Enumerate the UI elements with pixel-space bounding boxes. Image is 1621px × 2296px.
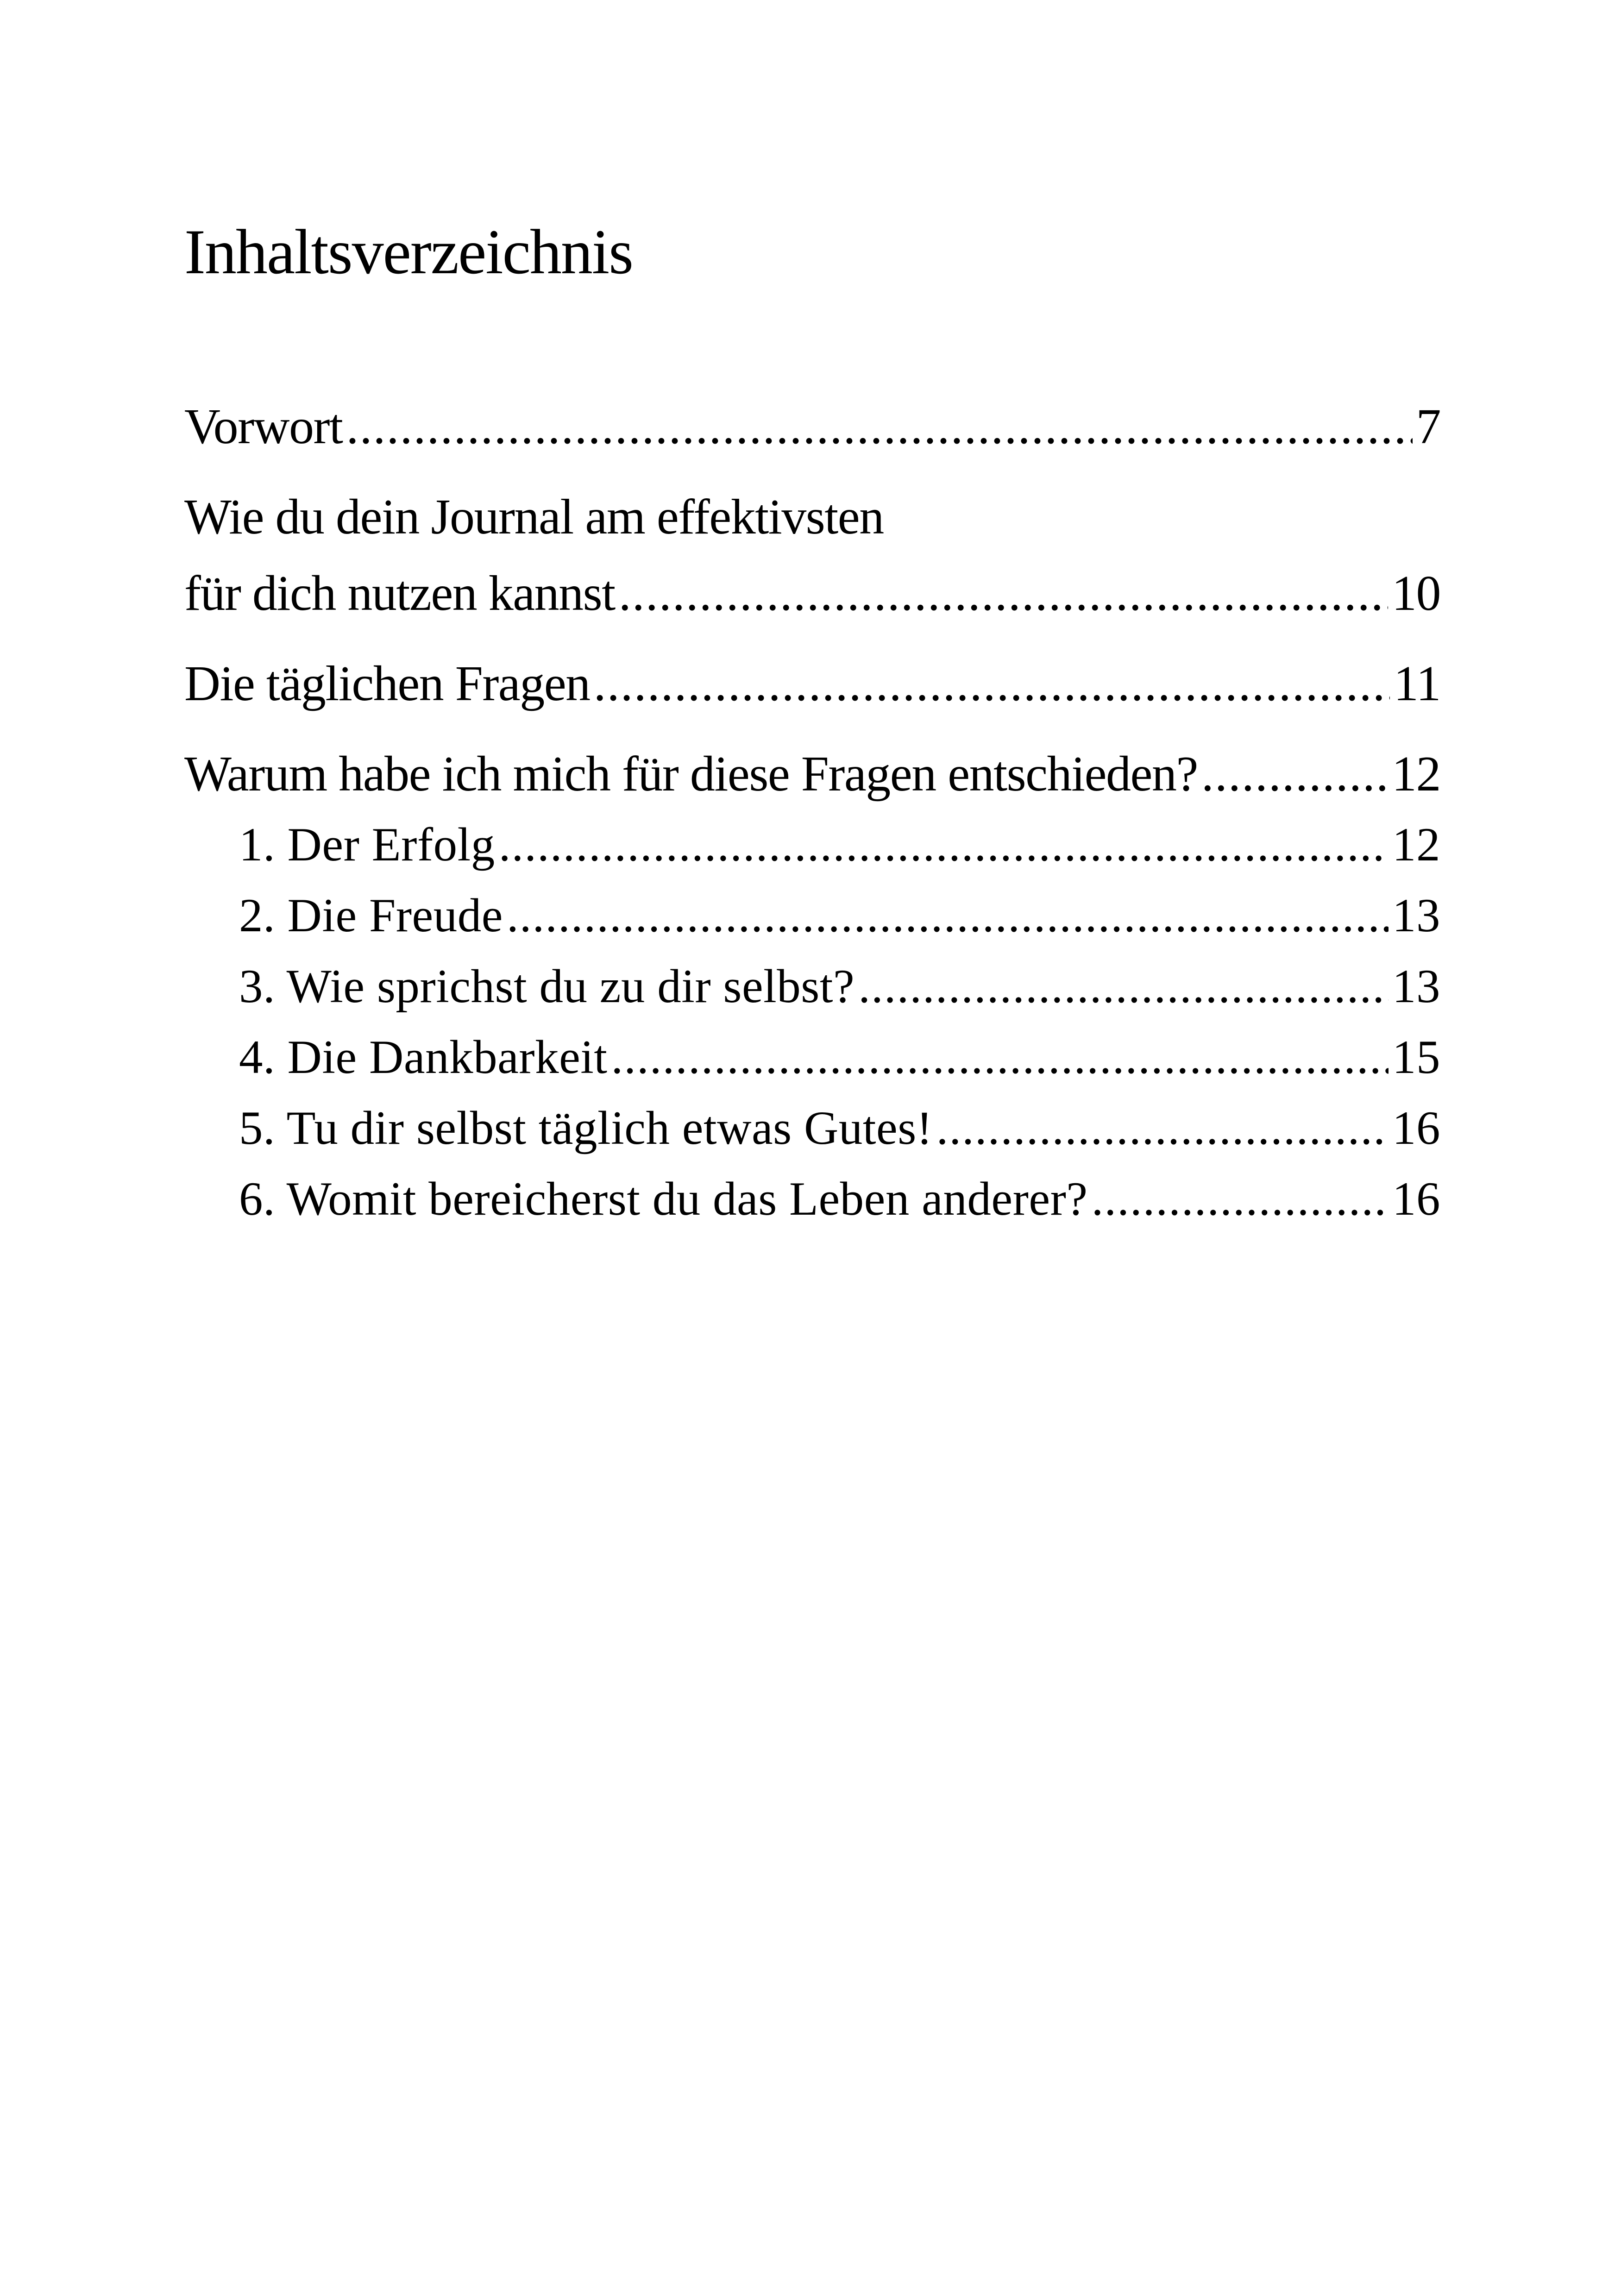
toc-entry-label: Warum habe ich mich für diese Fragen entschieden?	[184, 747, 1198, 802]
dot-leader	[611, 1030, 1389, 1085]
toc-entry-warum[interactable]	[184, 746, 1440, 803]
toc-entry-journal-line1[interactable]: Wie du dein Journal am effektivsten	[184, 489, 884, 545]
toc-entry-label: Vorwort	[184, 399, 343, 454]
toc-entry-vorwort[interactable]	[184, 398, 1440, 456]
dot-leader	[499, 817, 1389, 872]
toc-page-number: 12	[1392, 747, 1440, 802]
toc-entry-label: für dich nutzen kannst	[184, 566, 615, 621]
toc-entry-fragen[interactable]	[184, 655, 1440, 713]
dot-leader	[507, 888, 1389, 943]
dot-leader	[936, 1101, 1389, 1155]
toc-subentry-label: 6. Womit bereicherst du das Leben anderer?	[239, 1173, 1088, 1225]
toc-subentry-label: 4. Die Dankbarkeit	[239, 1031, 608, 1084]
toc-page-number: 13	[1392, 960, 1440, 1013]
toc-page-number: 12	[1392, 818, 1440, 871]
dot-leader	[858, 959, 1389, 1014]
toc-subentry-leben[interactable]	[239, 1172, 1440, 1226]
toc-page-number: 16	[1392, 1102, 1440, 1154]
toc-page-number: 10	[1392, 566, 1440, 621]
toc-page-number: 7	[1416, 399, 1440, 454]
toc-subentry-freude[interactable]	[239, 888, 1440, 943]
toc-subentry-label: 5. Tu dir selbst täglich etwas Gutes!	[239, 1102, 933, 1154]
dot-leader	[346, 398, 1413, 456]
toc-subentry-erfolg[interactable]	[239, 817, 1440, 872]
toc-page-number: 16	[1392, 1173, 1440, 1225]
toc-entry-label: Die täglichen Fragen	[184, 656, 590, 711]
dot-leader	[619, 565, 1388, 622]
page-title: Inhaltsverzeichnis	[184, 216, 633, 287]
dot-leader	[594, 655, 1390, 713]
toc-subentry-gutes[interactable]	[239, 1101, 1440, 1155]
toc-subentry-label: 2. Die Freude	[239, 889, 503, 942]
toc-subentry-dankbarkeit[interactable]	[239, 1030, 1440, 1085]
toc-subentry-label: 3. Wie sprichst du zu dir selbst?	[239, 960, 855, 1013]
dot-leader	[1201, 746, 1388, 803]
toc-page-number: 11	[1394, 656, 1440, 711]
toc-entry-journal[interactable]	[184, 565, 1440, 622]
dot-leader	[1092, 1172, 1389, 1226]
toc-page-number: 13	[1392, 889, 1440, 942]
toc-page-number: 15	[1392, 1031, 1440, 1084]
toc-subentry-label: 1. Der Erfolg	[239, 818, 495, 871]
toc-subentry-selbst[interactable]	[239, 959, 1440, 1014]
